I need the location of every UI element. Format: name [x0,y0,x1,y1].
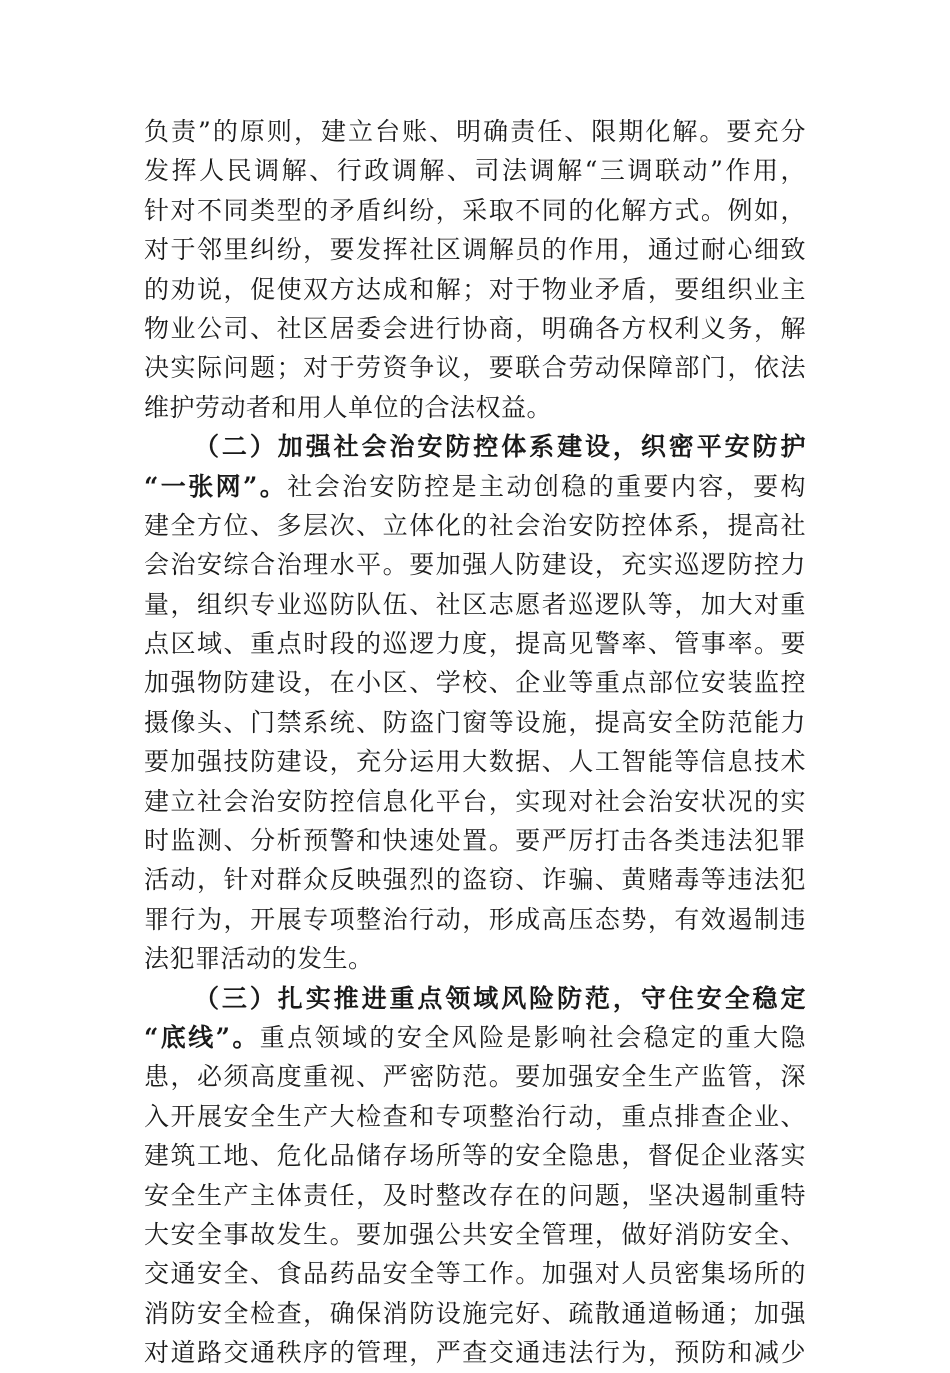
paragraph-line: 决实际问题；对于劳资争议，要联合劳动保障部门，依法 [144,353,806,383]
paragraph-line: 摄像头、门禁系统、防盗门窗等设施，提高安全防范能力 [144,707,806,737]
paragraph-line: 交通安全、食品药品安全等工作。加强对人员密集场所的 [144,1259,806,1289]
paragraph-line: 维护劳动者和用人单位的合法权益。 [144,392,553,422]
paragraph-line: 安全生产主体责任，及时整改存在的问题，坚决遏制重特 [144,1180,806,1210]
paragraph-line: 物业公司、社区居委会进行协商，明确各方权利义务，解 [144,313,806,343]
paragraph-line: 发挥人民调解、行政调解、司法调解“三调联动”作用， [144,156,806,186]
section-heading: （三）扎实推进重点领域风险防范，守住安全稳定 [194,983,806,1013]
paragraph-line: 加强物防建设，在小区、学校、企业等重点部位安装监控 [144,668,806,698]
paragraph-line: 点区域、重点时段的巡逻力度，提高见警率、管事率。要 [144,629,806,659]
paragraph-line: 消防安全检查，确保消防设施完好、疏散通道畅通；加强 [144,1298,806,1328]
paragraph-line: 患，必须高度重视、严密防范。要加强安全生产监管，深 [144,1062,806,1092]
section-heading-tail: “底线”。 [144,1022,260,1052]
paragraph-line: 法犯罪活动的发生。 [144,944,374,974]
section-heading: （二）加强社会治安防控体系建设，织密平安防护 [194,432,806,462]
paragraph-line: 时监测、分析预警和快速处置。要严厉打击各类违法犯罪 [144,826,806,856]
paragraph-line: 会治安综合治理水平。要加强人防建设，充实巡逻防控力 [144,550,806,580]
paragraph-line: 针对不同类型的矛盾纠纷，采取不同的化解方式。例如， [144,195,806,225]
paragraph-line: 罪行为，开展专项整治行动，形成高压态势，有效遏制违 [144,904,806,934]
paragraph-line: 负责”的原则，建立台账、明确责任、限期化解。要充分 [144,117,806,146]
paragraph-line [144,467,806,506]
paragraph-text: 社会治安防控是主动创稳的重要内容，要构 [287,471,806,501]
paragraph-line: 建筑工地、危化品储存场所等的安全隐患，督促企业落实 [144,1141,806,1171]
paragraph-line: 大安全事故发生。要加强公共安全管理，做好消防安全、 [144,1219,806,1249]
paragraph-line: 量，组织专业巡防队伍、社区志愿者巡逻队等，加大对重 [144,589,806,619]
section-heading-tail: “一张网”。 [144,471,288,501]
paragraph-line [144,1018,806,1057]
paragraph-line: 建全方位、多层次、立体化的社会治安防控体系，提高社 [144,510,806,540]
paragraph-line: 活动，针对群众反映强烈的盗窃、诈骗、黄赌毒等违法犯 [144,865,806,895]
paragraph-text: 重点领域的安全风险是影响社会稳定的重大隐 [259,1022,806,1052]
paragraph-line: 要加强技防建设，充分运用大数据、人工智能等信息技术 [144,747,806,777]
paragraph-line: 的劝说，促使双方达成和解；对于物业矛盾，要组织业主 [144,274,806,304]
paragraph-line: 对道路交通秩序的管理，严查交通违法行为，预防和减少 [144,1338,806,1368]
body-text [144,112,806,1373]
paragraph-line: 建立社会治安防控信息化平台，实现对社会治安状况的实 [144,786,806,816]
paragraph-line: 对于邻里纠纷，要发挥社区调解员的作用，通过耐心细致 [144,235,806,265]
paragraph-line: 入开展安全生产大检查和专项整治行动，重点排查企业、 [144,1101,806,1131]
